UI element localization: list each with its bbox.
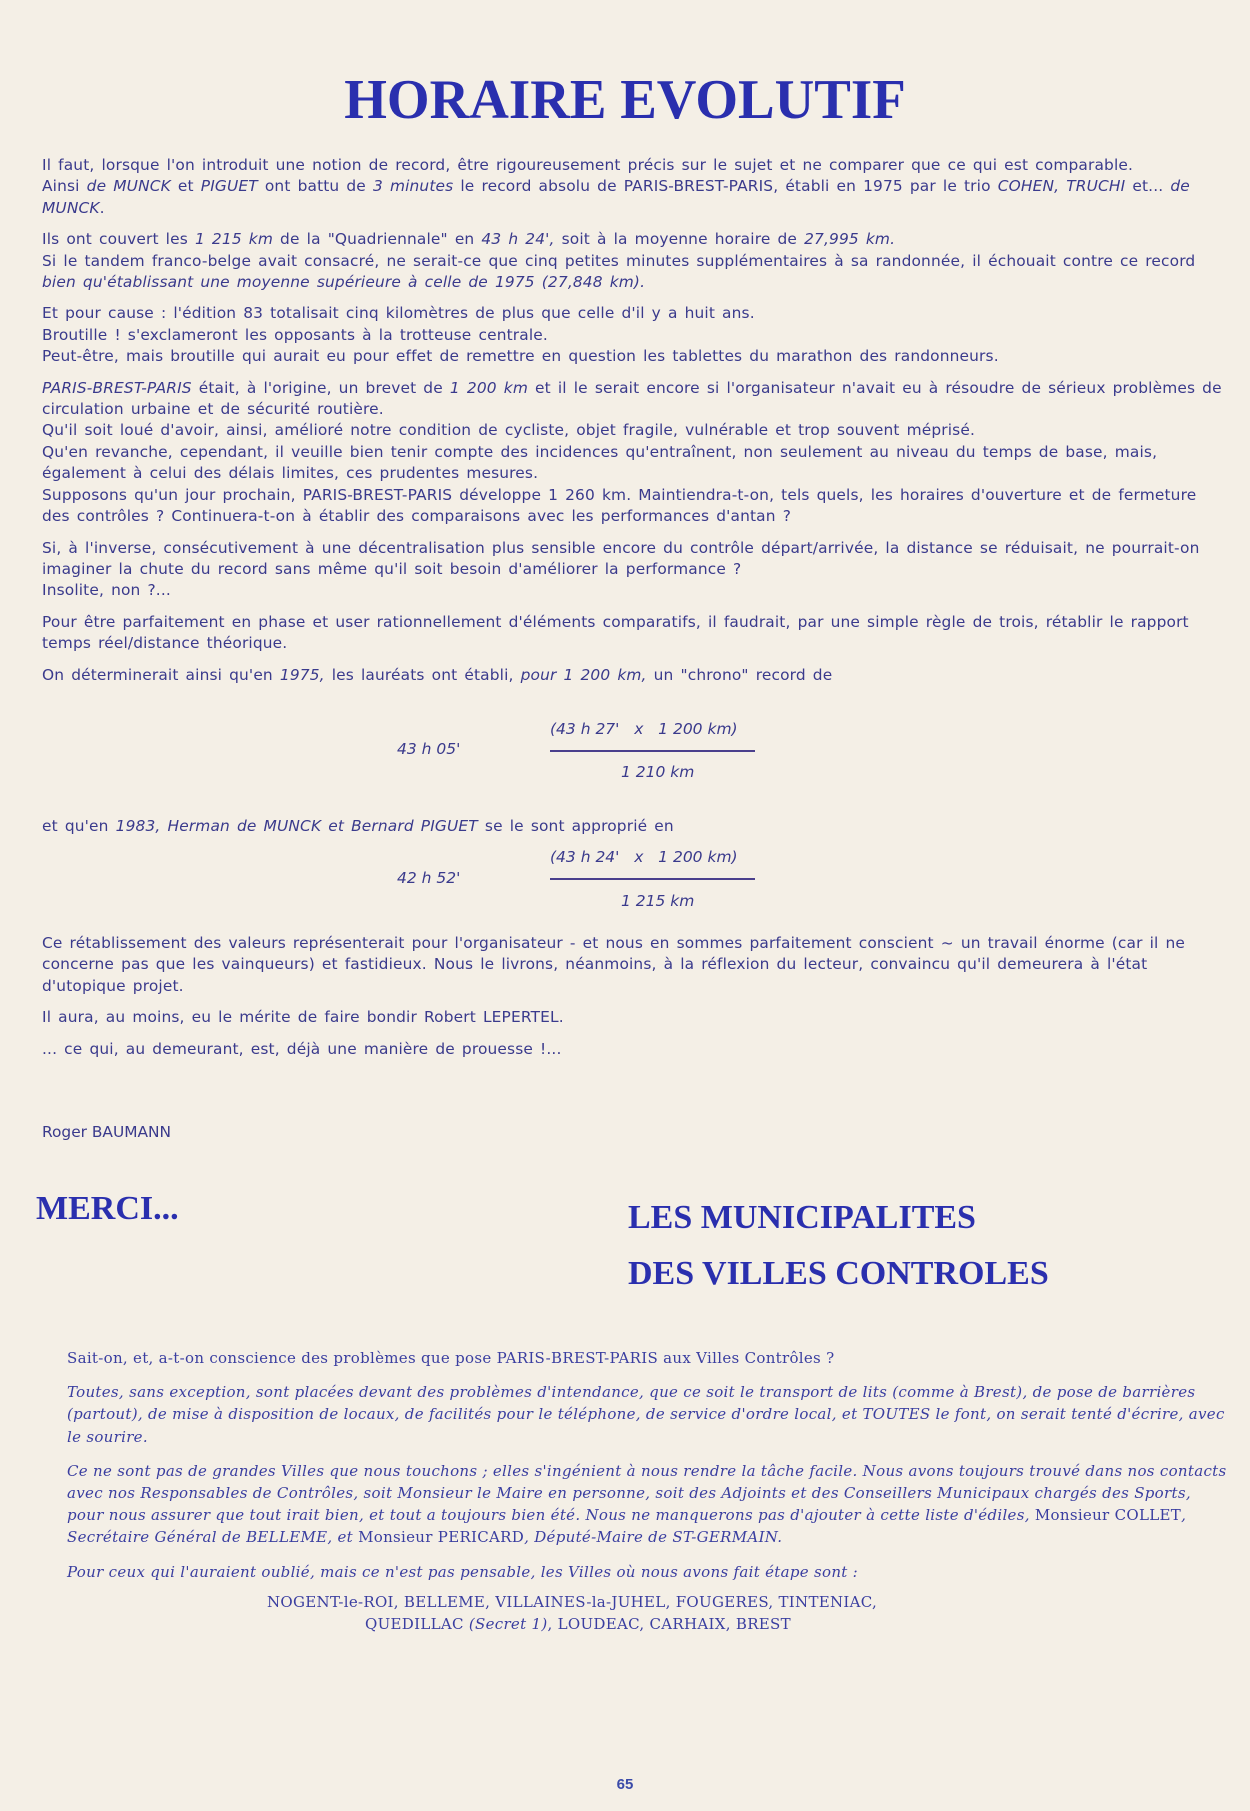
text: était, à l'origine, un brevet de [191,378,450,397]
paragraph [42,155,1227,219]
paragraph: Pour être parfaitement en phase et user rationnellement d'éléments comparatifs, il faudrait, par une simple règle de trois, rétablir le rapport temps réel/distance théorique. [42,612,1189,653]
heading-line: DES VILLES CONTROLES [628,1255,1049,1292]
paragraph [67,1381,1227,1448]
text: Ils ont couvert les [42,230,195,249]
formula-numerator: (43 h 24' x 1 200 km) [550,848,738,866]
text: 1 215 km [194,230,274,249]
towns-line [267,1613,1227,1635]
fraction-bar [550,750,755,752]
paragraph [42,538,1227,602]
text: Et pour cause : l'édition 83 totalisait cinq kilomètres de plus que celle d'il y a huit ans. [42,304,755,323]
text: 27,995 km. [804,230,896,249]
text: de MUNCK [42,177,1190,217]
text: un "chrono" record de [646,665,833,684]
text: Monsieur PERICARD [358,1528,525,1547]
text: soit à la moyenne horaire de [554,230,805,249]
text: Si le tandem franco-belge avait consacré, ne serait-ce que cinq petites minutes supplémentaires à sa randonnée, il échouait contre ce record [42,251,1196,270]
paragraph: ... ce qui, au demeurant, est, déjà une manière de prouesse !... [42,1039,562,1058]
text: Toutes, sans exception, sont placées devant des problèmes d'intendance, que ce soit le transport de lits (comme à Brest), de pose de barrières (partout), de mise à disposition de locaux, de facilités pour le téléphone, de service d'ordre local, et TOUTES le font, on serait tenté d'écrire, avec le sourire. [67,1383,1225,1446]
text: , Secrétaire Général de BELLEME, et [67,1506,1187,1547]
paragraph: Sait-on, et, a-t-on conscience des problèmes que pose PARIS-BREST-PARIS aux Villes Contrôles ? [67,1349,835,1367]
paragraph [42,378,1227,528]
page-number: 65 [616,1776,634,1793]
text: Supposons qu'un jour prochain, PARIS-BREST-PARIS développe 1 260 km. Maintiendra-t-on, tels quels, les horaires d'ouverture et de fermeture des contrôles ? Continuera-t-on à établir des comparaisons avec les performances d'antan ? [42,485,1197,526]
text: Qu'en revanche, cependant, il veuille bien tenir compte des incidences qu'entraînent, non seulement au niveau du temps de base, mais, également à celui des délais limites, ces prudentes mesures. [42,442,1158,483]
article-body-2 [42,816,1227,847]
text: ont battu de [257,177,373,196]
formula-result: 42 h 52' [397,869,461,887]
towns-list [67,1591,1227,1635]
text: et [170,177,201,196]
paragraph [42,229,1227,293]
text: de MUNCK [86,177,171,196]
text: et... [1125,177,1171,196]
text: PARIS-BREST-PARIS [42,378,192,397]
text: Broutille ! s'exclameront les opposants à la trotteuse centrale. [42,325,548,344]
text: de la "Quadriennale" en [273,230,482,249]
text: Ce ne sont pas de grandes Villes que nous touchons ; elles s'ingénient à nous rendre la tâche facile. Nous avons toujours trouvé dans nos contacts avec nos Responsables de Contrôles, soit Monsieur le Maire en personne, soit des Adjoints et des Conseillers Municipaux chargés des Sports, pour nous assurer que tout irait bien, et tout a toujours bien été. Nous ne manquerons pas d'ajouter à cette liste d'édiles, [67,1461,1227,1525]
text: pour 1 200 km, [520,665,647,684]
villes-section [67,1347,1227,1635]
text: (Secret 1) [468,1615,548,1634]
text: et il le serait encore si l'organisateur n'avait eu à résoudre de sérieux problèmes de circulation urbaine et de sécurité routière. [42,378,1222,419]
formula-result: 43 h 05' [397,740,461,758]
text: Pour ceux qui l'auraient oublié, mais ce n'est pas pensable, les Villes où nous avons fait étape sont : [67,1562,859,1581]
text: Si, à l'inverse, consécutivement à une décentralisation plus sensible encore du contrôle départ/arrivée, la distance se réduisait, ne pourrait-on imaginer la chute du record sans même qu'il soit besoin d'améliorer la performance ? [42,538,1200,578]
text: COHEN, TRUCHI [997,177,1126,196]
text: Ainsi [42,177,87,196]
towns-line: NOGENT-le-ROI, BELLEME, VILLAINES-la-JUHEL, FOUGERES, TINTENIAC, [267,1592,878,1611]
text: Monsieur COLLET [1034,1506,1182,1525]
text: 1983, Herman de MUNCK et Bernard PIGUET [115,817,478,835]
paragraph [67,1561,1227,1583]
text: Il faut, lorsque l'on introduit une notion de record, être rigoureusement précis sur le sujet et ne comparer que ce qui est comparable. [42,156,1134,174]
text: Insolite, non ?... [42,581,171,600]
author-signature: Roger BAUMANN [42,1123,172,1141]
fraction-bar [550,878,755,880]
text: bien qu'établissant une moyenne supérieure à celle de 1975 (27,848 km). [42,273,646,292]
paragraph [42,303,1227,367]
text: , Député-Maire de ST-GERMAIN. [524,1528,783,1547]
paragraph [67,1460,1227,1549]
text: le record absolu de PARIS-BREST-PARIS, établi en 1975 par le trio [453,177,998,196]
formula-denominator: 1 215 km [621,892,695,910]
text: 1975, [279,665,325,684]
formula-denominator: 1 210 km [621,763,695,781]
section-heading-merci: MERCI... [36,1190,179,1227]
section-heading-municipalites [628,1190,1049,1302]
article-body [42,155,1227,696]
text: Qu'il soit loué d'avoir, ainsi, amélioré notre condition de cycliste, objet fragile, vulnérable et trop souvent méprisé. [42,421,976,440]
paragraph [42,665,1227,686]
formula-numerator: (43 h 27' x 1 200 km) [550,720,738,738]
text: QUEDILLAC [365,1615,469,1634]
text: se le sont approprié en [477,817,674,835]
text: . [99,198,105,217]
heading-line: LES MUNICIPALITES [628,1199,976,1236]
text: , LOUDEAC, CARHAIX, BREST [547,1615,791,1634]
text: 43 h 24', [481,230,555,249]
text: les lauréats ont établi, [324,665,521,684]
text: PIGUET [200,177,258,196]
paragraph: Il aura, au moins, eu le mérite de faire bondir Robert LEPERTEL. [42,1008,564,1027]
text: et qu'en [42,817,116,835]
text: On déterminerait ainsi qu'en [42,665,280,684]
text: 1 200 km [449,378,528,397]
text: 3 minutes [372,177,454,196]
paragraph [42,816,1227,837]
page-title: HORAIRE EVOLUTIF [344,69,906,131]
text: Peut-être, mais broutille qui aurait eu pour effet de remettre en question les tablettes du marathon des randonneurs. [42,347,999,366]
article-body-3 [42,933,1227,1070]
paragraph: Ce rétablissement des valeurs représenterait pour l'organisateur - et nous en sommes parfaitement conscient ~ un travail énorme (car il ne concerne pas que les vainqueurs) et fastidieux. Nous le livrons, néanmoins, à la réflexion du lecteur, convaincu qu'il demeurera à l'état d'utopique projet. [42,934,1186,995]
